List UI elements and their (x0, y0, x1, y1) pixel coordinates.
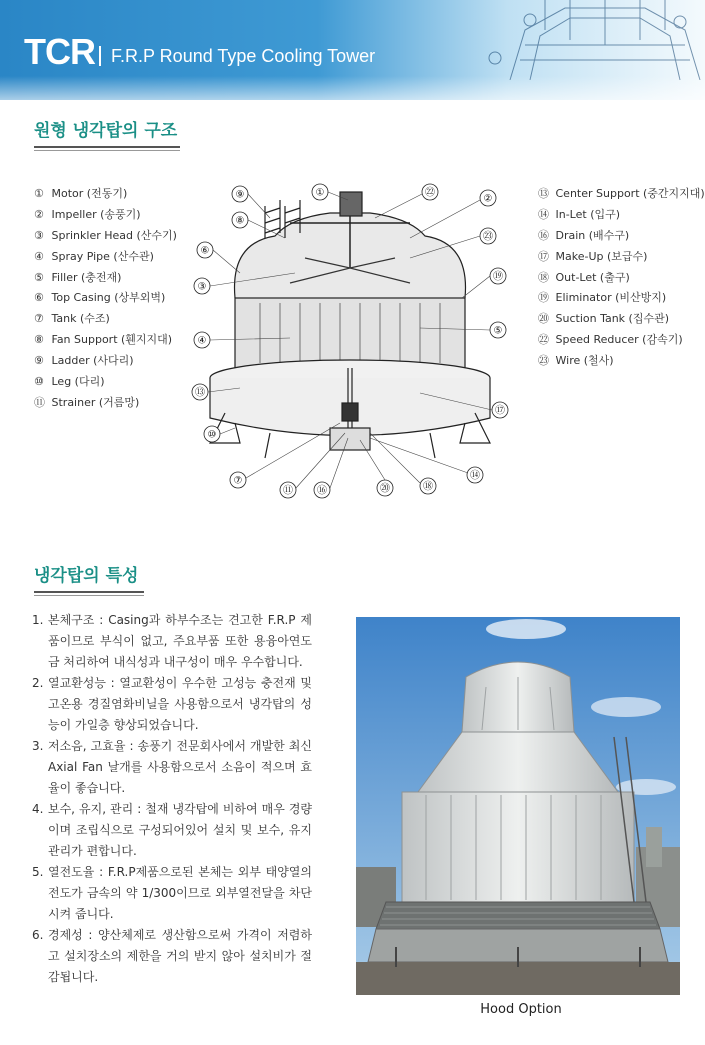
callout-label: ④ (197, 335, 207, 347)
brand-logo-text: TCR (24, 31, 95, 72)
part-item: ② Impeller (송풍기) (34, 207, 141, 221)
callout-label: ⑭ (470, 470, 480, 482)
part-item: ④ Spray Pipe (산수관) (34, 249, 154, 263)
callout-label: ⑰ (495, 405, 505, 417)
callout-label: ㉒ (425, 187, 435, 199)
part-item: ⑱ Out-Let (출구) (538, 270, 630, 284)
callout-label: ① (315, 187, 325, 199)
part-item: ⑤ Filler (충전재) (34, 270, 122, 284)
callout-label: ⑱ (423, 481, 433, 493)
title-underline-thin (34, 595, 144, 596)
part-item: ㉒ Speed Reducer (감속기) (538, 333, 683, 347)
callout-label: ⑧ (235, 215, 245, 227)
part-item: ㉓ Wire (철사) (538, 354, 614, 368)
part-item: ⑲ Eliminator (비산방지) (538, 291, 667, 305)
part-item: ⑪ Strainer (거름망) (34, 395, 140, 409)
callout-label: ② (483, 193, 493, 205)
callout-label: ⑯ (317, 485, 327, 497)
part-item: ⑦ Tank (수조) (34, 312, 110, 326)
structure-title-text: 원형 냉각탑의 구조 (34, 121, 178, 141)
callout-label: ③ (197, 281, 207, 293)
cooling-tower-cutaway-diagram (180, 178, 520, 508)
title-divider (99, 46, 101, 66)
feature-item: 6. 경제성 : 양산체제로 생산함으로써 가격이 저렴하고 설치장소의 제한을 거의 받지 않아 설치비가 절감됩니다. (32, 928, 312, 984)
part-item: ③ Sprinkler Head (산수기) (34, 228, 177, 242)
features-list (32, 610, 312, 988)
title-underline-thin (34, 150, 180, 151)
title-underline (34, 146, 180, 148)
cooling-tower-sketch (470, 0, 705, 80)
callout-label: ⑥ (200, 245, 210, 257)
callout-label: ⑬ (195, 387, 205, 399)
part-item: ⑨ Ladder (사다리) (34, 354, 134, 368)
callout-label: ㉓ (483, 231, 493, 243)
callout-label: ⑤ (493, 325, 503, 337)
features-title-text: 냉각탑의 특성 (34, 566, 139, 586)
part-item: ⑥ Top Casing (상부외벽) (34, 291, 166, 305)
callout-label: ⑨ (235, 189, 245, 201)
parts-list-left (34, 184, 177, 414)
callout-label: ⑲ (493, 271, 503, 283)
callout-label: ⑦ (233, 475, 243, 487)
callout-label: ⑩ (207, 429, 217, 441)
part-item: ⑩ Leg (다리) (34, 375, 105, 389)
feature-item: 4. 보수, 유지, 관리 : 철재 냉각탑에 비하여 매우 경량이며 조립식으로 구성되어있어 설치 및 보수, 유지 관리가 편합니다. (32, 802, 312, 858)
part-item: ⑰ Make-Up (보급수) (538, 249, 648, 263)
page-subtitle: F.R.P Round Type Cooling Tower (111, 46, 376, 66)
part-item: ⑯ Drain (배수구) (538, 228, 630, 242)
callout-label: ⑪ (283, 485, 293, 497)
cooling-tower-photo (356, 617, 680, 995)
feature-item: 3. 저소음, 고효율 : 송풍기 전문회사에서 개발한 최신 Axial Fan 날개를 사용함으로서 소음이 적으며 효율이 좋습니다. (32, 739, 312, 795)
header-fade (0, 76, 705, 116)
feature-item: 5. 열전도율 : F.R.P제품으로된 본체는 외부 태양열의 전도가 금속의 약 1/300이므로 외부열전달을 차단시켜 줍니다. (32, 865, 312, 921)
feature-item: 2. 열교환성능 : 열교환성이 우수한 고성능 충전재 및 고온용 경질염화비닐을 사용함으로서 냉각탑의 성능이 가일층 향상되었습니다. (32, 676, 312, 732)
part-item: ① Motor (전동기) (34, 187, 128, 200)
photo-caption: Hood Option (480, 1002, 562, 1017)
feature-item: 1. 본체구조 : Casing과 하부수조는 견고한 F.R.P 제품이므로 부식이 없고, 주요부품 또한 용융아연도금 처리하여 내식성과 내구성이 매우 우수합니다. (32, 613, 312, 669)
part-item: ⑳ Suction Tank (집수관) (538, 312, 670, 326)
structure-section-title (34, 120, 180, 146)
callout-label: ⑳ (380, 483, 390, 495)
parts-list-right (538, 184, 705, 372)
title-underline (34, 591, 144, 593)
features-section-title (34, 565, 144, 591)
part-item: ⑭ In-Let (입구) (538, 207, 621, 221)
part-item: ⑧ Fan Support (휀지지대) (34, 333, 173, 347)
part-item: ⑬ Center Support (중간지지대) (538, 187, 705, 200)
